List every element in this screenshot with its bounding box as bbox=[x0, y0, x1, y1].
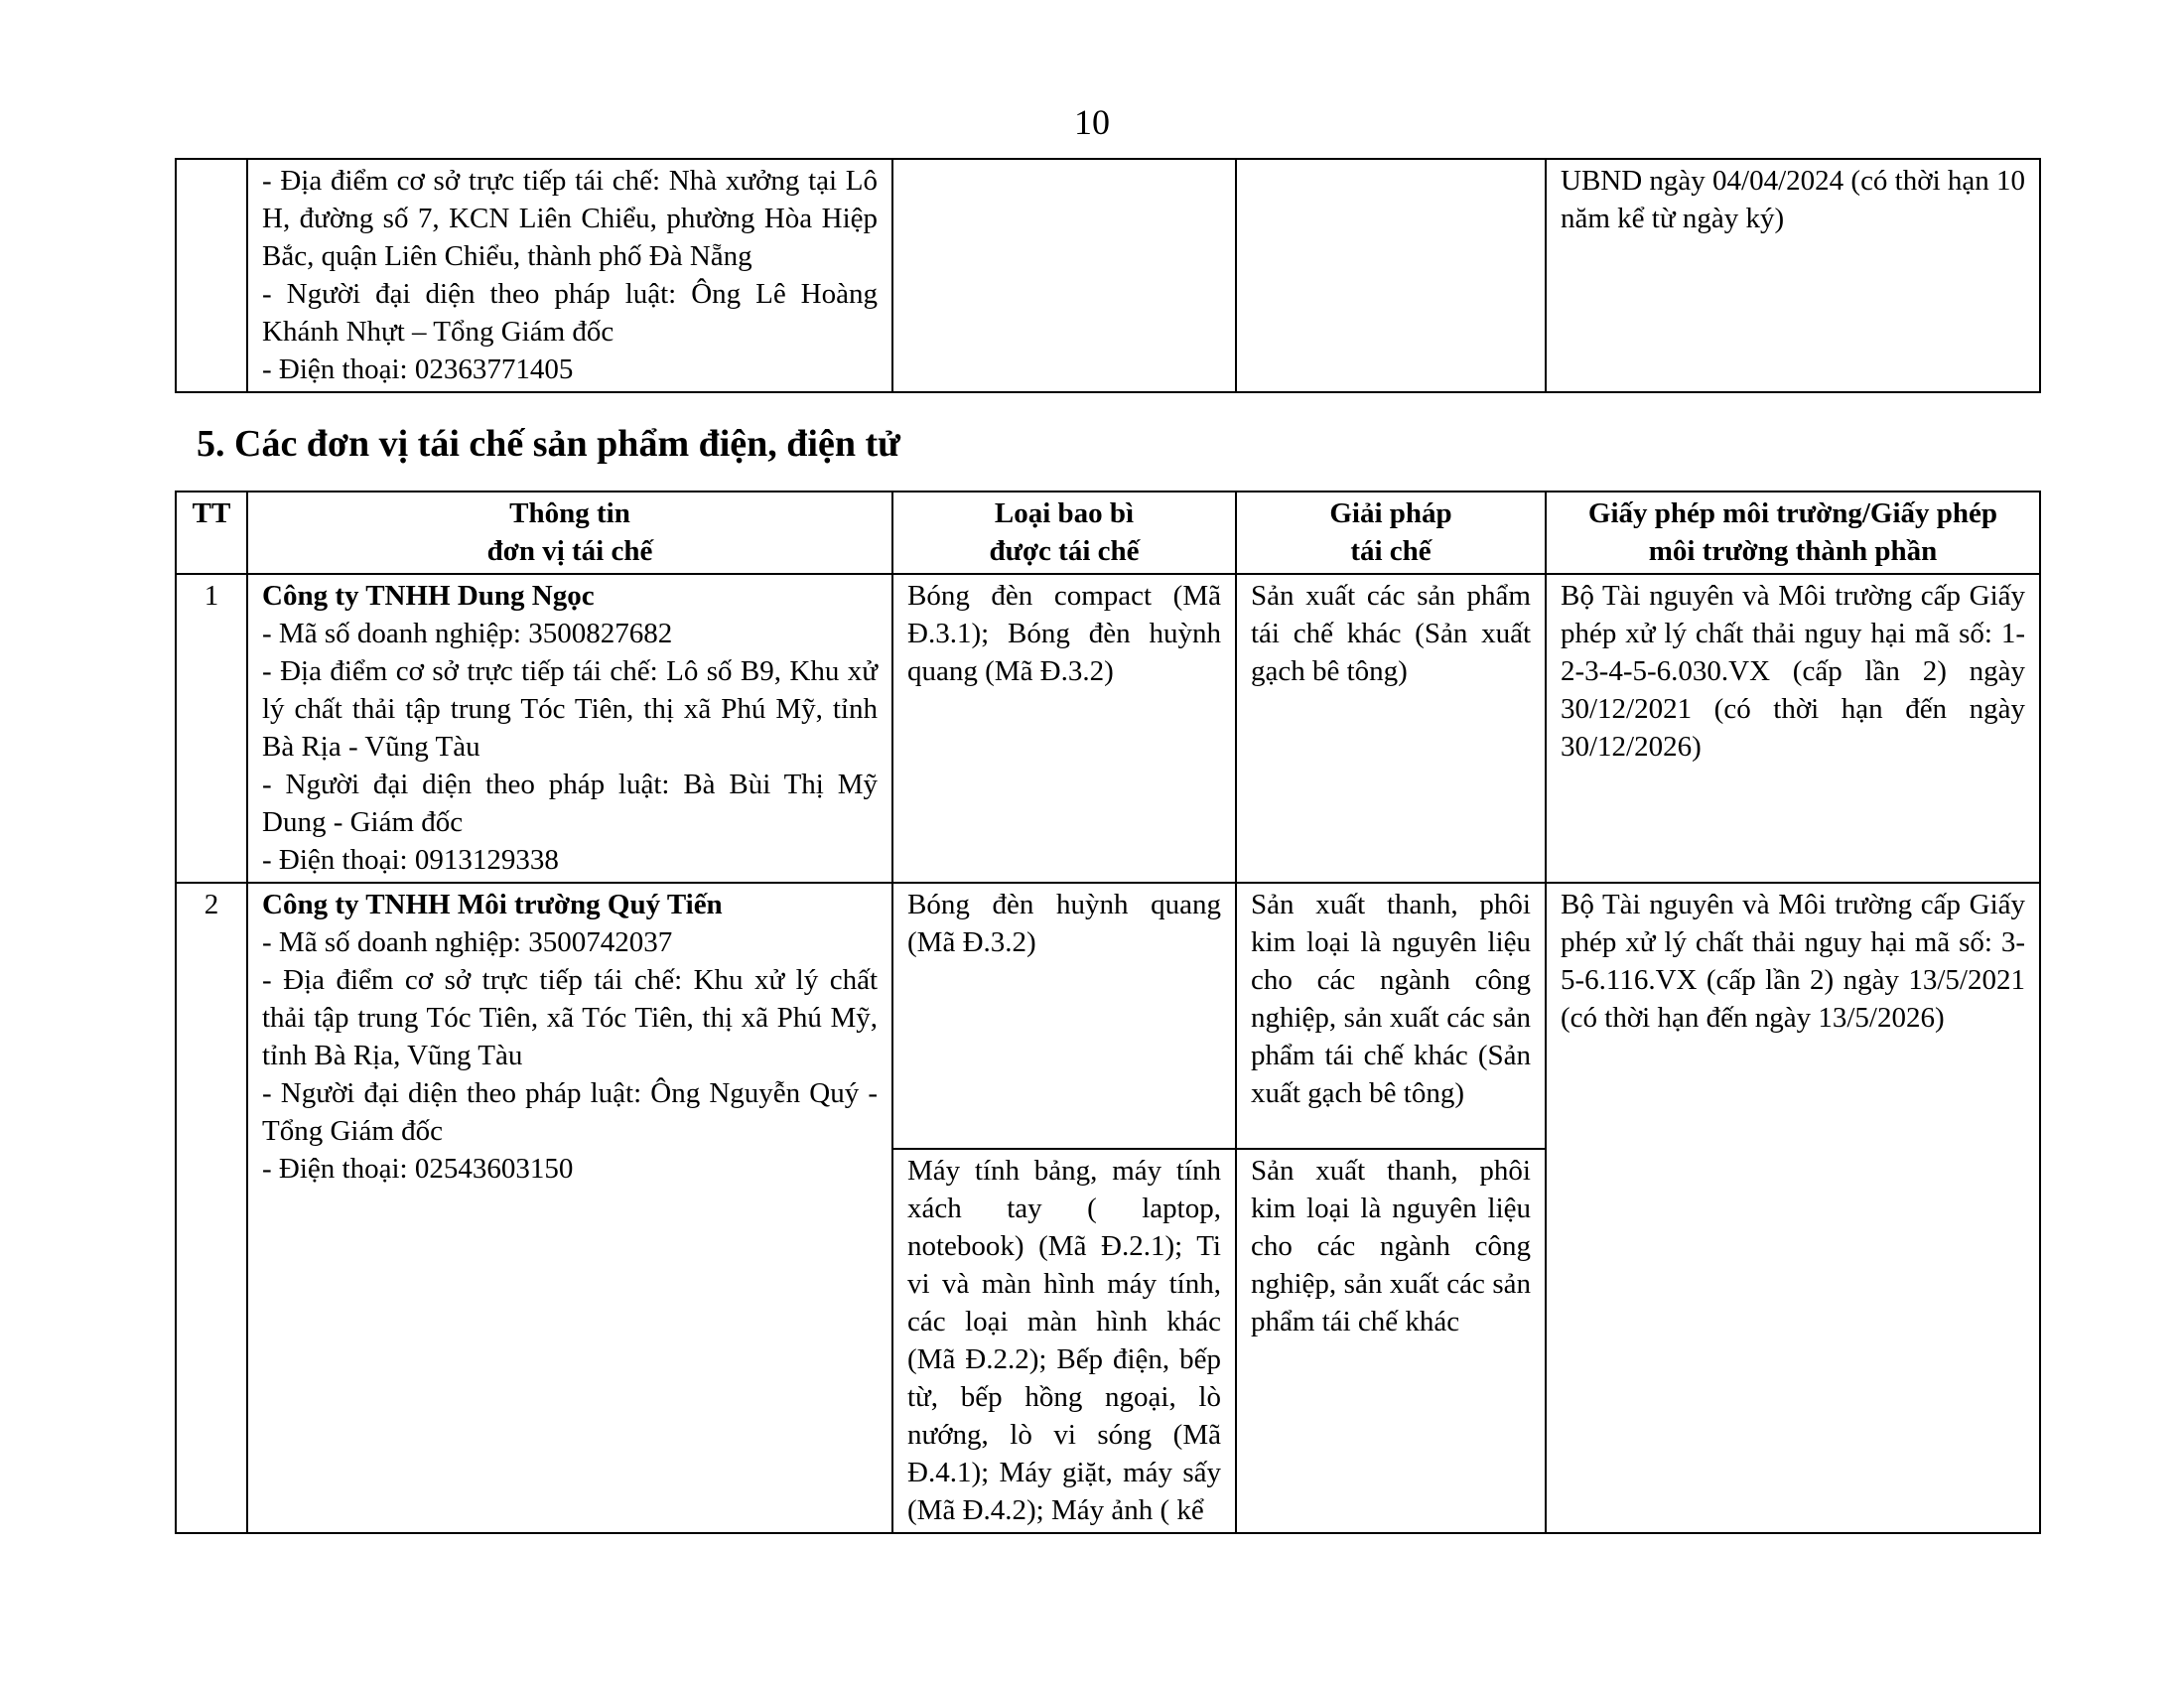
phone-text: - Điện thoại: 02363771405 bbox=[262, 353, 574, 385]
solution-cell: Sản xuất thanh, phôi kim loại là nguyên liệu cho các ngành công nghiệp, sản xuất các sản phẩm tái chế khác (Sản xuất gạch bê tông) bbox=[1236, 883, 1546, 1149]
header-permit-line1: Giấy phép môi trường/Giấy phép bbox=[1587, 497, 1998, 529]
header-info-line1: Thông tin bbox=[509, 497, 630, 529]
type-cell: Bóng đèn huỳnh quang (Mã Đ.3.2) bbox=[892, 883, 1236, 1149]
info-cell bbox=[247, 159, 892, 392]
continued-table bbox=[175, 158, 2041, 393]
tt-cell: 2 bbox=[176, 883, 247, 1533]
header-permit-line2: môi trường thành phần bbox=[1648, 535, 1938, 567]
page-number: 10 bbox=[1074, 102, 1110, 142]
representative-text: - Người đại diện theo pháp luật: Bà Bùi Thị Mỹ Dung - Giám đốc bbox=[262, 769, 878, 838]
representative-text: - Người đại diện theo pháp luật: Ông Lê Hoàng Khánh Nhựt – Tổng Giám đốc bbox=[262, 278, 878, 348]
phone-text: - Điện thoại: 0913129338 bbox=[262, 844, 559, 876]
phone-text: - Điện thoại: 02543603150 bbox=[262, 1153, 574, 1185]
location-text: - Địa điểm cơ sở trực tiếp tái chế: Lô số B9, Khu xử lý chất thải tập trung Tóc Tiên, thị xã Phú Mỹ, tỉnh Bà Rịa - Vũng Tàu bbox=[262, 655, 878, 763]
representative-text: - Người đại diện theo pháp luật: Ông Nguyễn Quý - Tổng Giám đốc bbox=[262, 1077, 878, 1147]
tax-code-text: - Mã số doanh nghiệp: 3500827682 bbox=[262, 618, 673, 649]
header-info-line2: đơn vị tái chế bbox=[486, 535, 653, 567]
tt-cell: 1 bbox=[176, 574, 247, 883]
table-header-row bbox=[176, 492, 2040, 574]
solution-cell bbox=[1236, 159, 1546, 392]
location-text: - Địa điểm cơ sở trực tiếp tái chế: Khu xử lý chất thải tập trung Tóc Tiên, xã Tóc Tiên, thị xã Phú Mỹ, tỉnh Bà Rịa, Vũng Tàu bbox=[262, 964, 878, 1071]
header-solution bbox=[1236, 492, 1546, 574]
permit-cell: Bộ Tài nguyên và Môi trường cấp Giấy phép xử lý chất thải nguy hại mã số: 1-2-3-4-5-6.030.VX (cấp lần 2) ngày 30/12/2021 (có thời hạn đến ngày 30/12/2026) bbox=[1546, 574, 2040, 883]
company-name: Công ty TNHH Dung Ngọc bbox=[262, 580, 595, 612]
type-cell: Bóng đèn compact (Mã Đ.3.1); Bóng đèn huỳnh quang (Mã Đ.3.2) bbox=[892, 574, 1236, 883]
company-name: Công ty TNHH Môi trường Quý Tiến bbox=[262, 889, 723, 920]
header-type bbox=[892, 492, 1236, 574]
recyclers-table bbox=[175, 491, 2041, 1534]
type-cell: Máy tính bảng, máy tính xách tay ( laptop, notebook) (Mã Đ.2.1); Ti vi và màn hình máy tính, các loại màn hình khác (Mã Đ.2.2); Bếp điện, bếp từ, bếp hồng ngoại, lò nướng, lò vi sóng (Mã Đ.4.1); Máy giặt, máy sấy (Mã Đ.4.2); Máy ảnh ( kể bbox=[892, 1149, 1236, 1533]
table-row bbox=[176, 159, 2040, 392]
header-solution-line2: tái chế bbox=[1350, 535, 1432, 567]
section-heading: 5. Các đơn vị tái chế sản phẩm điện, điện tử bbox=[197, 423, 900, 465]
header-type-line2: được tái chế bbox=[989, 535, 1140, 567]
header-type-line1: Loại bao bì bbox=[994, 497, 1135, 529]
info-cell bbox=[247, 574, 892, 883]
permit-cell: UBND ngày 04/04/2024 (có thời hạn 10 năm kể từ ngày ký) bbox=[1546, 159, 2040, 392]
solution-cell: Sản xuất các sản phẩm tái chế khác (Sản xuất gạch bê tông) bbox=[1236, 574, 1546, 883]
type-cell bbox=[892, 159, 1236, 392]
table-row bbox=[176, 574, 2040, 883]
permit-cell: Bộ Tài nguyên và Môi trường cấp Giấy phép xử lý chất thải nguy hại mã số: 3-5-6.116.VX (cấp lần 2) ngày 13/5/2021 (có thời hạn đến ngày 13/5/2026) bbox=[1546, 883, 2040, 1533]
header-tt: TT bbox=[176, 492, 247, 574]
header-permit bbox=[1546, 492, 2040, 574]
header-solution-line1: Giải pháp bbox=[1329, 497, 1452, 529]
tax-code-text: - Mã số doanh nghiệp: 3500742037 bbox=[262, 926, 673, 958]
info-cell bbox=[247, 883, 892, 1533]
header-info bbox=[247, 492, 892, 574]
location-text: - Địa điểm cơ sở trực tiếp tái chế: Nhà xưởng tại Lô H, đường số 7, KCN Liên Chiểu, phường Hòa Hiệp Bắc, quận Liên Chiểu, thành phố Đà Nẵng bbox=[262, 165, 878, 272]
solution-cell: Sản xuất thanh, phôi kim loại là nguyên liệu cho các ngành công nghiệp, sản xuất các sản phẩm tái chế khác bbox=[1236, 1149, 1546, 1533]
tt-cell bbox=[176, 159, 247, 392]
table-row bbox=[176, 883, 2040, 1149]
